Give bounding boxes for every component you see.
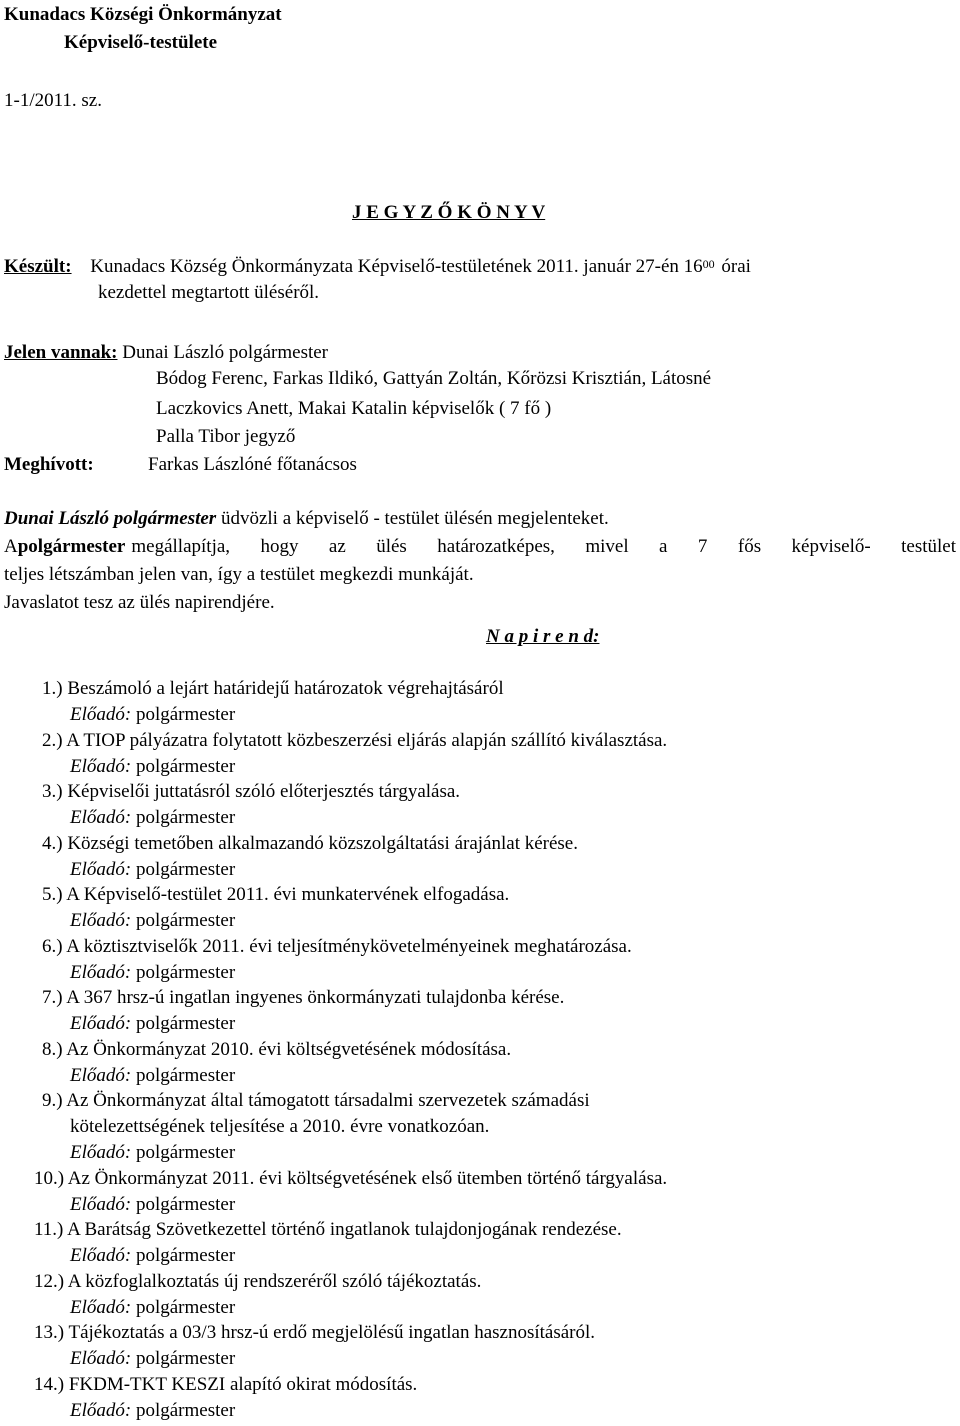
- agenda-item-presenter: [70, 857, 235, 883]
- keszult-text: Kunadacs Község Önkormányzata Képviselő-testületének 2011. január 27-én 16: [90, 256, 703, 277]
- presenter-name: polgármester: [135, 910, 236, 931]
- agenda-item-text: Községi temetőben alkalmazandó közszolgáltatási árajánlat kérése.: [67, 832, 578, 854]
- presenter-label: Előadó:: [70, 910, 136, 931]
- agenda-item-number: 5.): [42, 884, 67, 905]
- reference-number: 1-1/2011. sz.: [4, 90, 102, 111]
- agenda-item-number: 12.): [34, 1270, 68, 1292]
- agenda-item-presenter: [70, 702, 235, 728]
- agenda-item-number: 11.): [34, 1219, 68, 1240]
- opening-greeting: üdvözli a képviselő - testület ülésén megjelenteket.: [220, 508, 609, 529]
- presenter-label: Előadó:: [70, 704, 136, 725]
- agenda-item-text: Képviselői juttatásról szóló előterjesztés tárgyalása.: [67, 781, 461, 802]
- agenda-item-presenter: [70, 908, 235, 934]
- agenda-title: N a p i r e n d:: [486, 626, 600, 647]
- presenter-label: Előadó:: [70, 858, 136, 880]
- agenda-item: [42, 1088, 590, 1114]
- presenter-name: polgármester: [135, 1064, 236, 1086]
- agenda-item: [42, 882, 509, 908]
- agenda-item-number: 2.): [42, 729, 67, 751]
- agenda-item-number: 13.): [34, 1322, 69, 1343]
- agenda-item-number: 10.): [34, 1167, 68, 1189]
- agenda-item-number: 1.): [42, 678, 68, 699]
- agenda-item-text-continued: kötelezettségének teljesítése a 2010. évre vonatkozóan.: [70, 1116, 490, 1137]
- invited-person: Farkas Lászlóné főtanácsos: [148, 454, 357, 475]
- presenter-name: polgármester: [135, 1245, 236, 1266]
- presenter-name: polgármester: [135, 1348, 236, 1369]
- quorum-line: [4, 534, 956, 560]
- agenda-item: [42, 676, 504, 702]
- agenda-item: [42, 934, 632, 960]
- quorum-text: megállapítja, hogy az ülés határozatképes, mivel a 7 fős képviselő- testület: [131, 536, 956, 557]
- organization-body: Képviselő-testülete: [64, 32, 218, 53]
- quorum-line2: teljes létszámban jelen van, így a testület megkezdi munkáját.: [4, 564, 474, 585]
- presenter-label: Előadó:: [70, 1348, 136, 1369]
- presenter-label: Előadó:: [70, 961, 136, 983]
- agenda-item: [34, 1320, 595, 1346]
- keszult-line: [4, 254, 751, 280]
- agenda-item: [34, 1372, 417, 1398]
- attendance-members-line2: Laczkovics Anett, Makai Katalin képviselők ( 7 fő ): [156, 398, 552, 419]
- agenda-item-number: 14.): [34, 1373, 69, 1395]
- attendance-notary: Palla Tibor jegyző: [156, 426, 296, 447]
- presenter-label: Előadó:: [70, 1245, 136, 1266]
- agenda-item-presenter: [70, 1346, 235, 1372]
- agenda-item-number: 3.): [42, 781, 68, 802]
- agenda-item: [42, 779, 460, 805]
- agenda-item-number: 7.): [42, 987, 67, 1008]
- agenda-item-text: A Képviselő-testület 2011. évi munkatervének elfogadása.: [66, 884, 510, 905]
- attendance-mayor: Dunai László polgármester: [122, 342, 329, 363]
- agenda-item-text: A TIOP pályázatra folytatott közbeszerzési eljárás alapján szállító kiválasztása.: [66, 729, 668, 751]
- agenda-item-text: A 367 hrsz-ú ingatlan ingyenes önkormányzati tulajdonba kérése.: [66, 987, 565, 1008]
- presenter-label: Előadó:: [70, 1064, 136, 1086]
- agenda-item-presenter: [70, 1192, 235, 1218]
- organization-name: Kunadacs Községi Önkormányzat: [4, 4, 282, 25]
- agenda-item-text: FKDM-TKT KESZI alapító okirat módosítás.: [68, 1373, 418, 1395]
- opening-speaker: Dunai László polgármester: [4, 508, 217, 529]
- agenda-item-text: Az Önkormányzat 2011. évi költségvetésének első ütemben történő tárgyalása.: [67, 1167, 668, 1189]
- agenda-item-presenter: [70, 1398, 235, 1424]
- agenda-item-presenter: [70, 960, 235, 986]
- presenter-name: polgármester: [135, 961, 236, 983]
- presenter-label: Előadó:: [70, 755, 136, 777]
- agenda-item-number: 8.): [42, 1038, 67, 1060]
- agenda-item-number: 6.): [42, 935, 67, 957]
- agenda-item-text: Tájékoztatás a 03/3 hrsz-ú erdő megjelölésű ingatlan hasznosításáról.: [68, 1322, 596, 1343]
- agenda-item: [42, 985, 564, 1011]
- presenter-label: Előadó:: [70, 1296, 136, 1318]
- agenda-item: [42, 1037, 511, 1063]
- presenter-name: polgármester: [135, 704, 236, 725]
- keszult-time-sup: 00: [702, 257, 715, 271]
- presenter-label: Előadó:: [70, 807, 136, 828]
- agenda-item-text: Beszámoló a lejárt határidejű határozatok végrehajtásáról: [67, 678, 504, 699]
- agenda-item: [42, 831, 578, 857]
- agenda-item: [34, 1269, 481, 1295]
- agenda-item-presenter: [70, 1295, 235, 1321]
- agenda-proposal: Javaslatot tesz az ülés napirendjére.: [4, 592, 275, 613]
- presenter-name: polgármester: [135, 1296, 236, 1318]
- agenda-item-text: A köztisztviselők 2011. évi teljesítménykövetelményeinek meghatározása.: [66, 935, 632, 957]
- agenda-item: [34, 1217, 622, 1243]
- agenda-item-presenter: [70, 1140, 235, 1166]
- quorum-mayor: polgármester: [17, 536, 126, 557]
- document-title: J E G Y Z Ő K Ö N Y V: [352, 202, 546, 223]
- presenter-name: polgármester: [135, 858, 236, 880]
- presenter-label: Előadó:: [70, 1399, 136, 1421]
- presenter-name: polgármester: [135, 1193, 236, 1215]
- agenda-item: [42, 728, 667, 754]
- presenter-label: Előadó:: [70, 1142, 136, 1163]
- agenda-item-presenter: [70, 1063, 235, 1089]
- presenter-name: polgármester: [135, 755, 236, 777]
- presenter-name: polgármester: [135, 807, 236, 828]
- attendance-line: [4, 340, 328, 366]
- invited-label: Meghívott:: [4, 454, 94, 475]
- agenda-item-text: A Barátság Szövetkezettel történő ingatlanok tulajdonjogának rendezése.: [67, 1219, 622, 1240]
- agenda-item-presenter: [70, 754, 235, 780]
- presenter-name: polgármester: [135, 1142, 236, 1163]
- keszult-text-end: órai: [721, 256, 751, 277]
- quorum-a: A: [4, 536, 18, 557]
- agenda-item-text: Az Önkormányzat által támogatott társadalmi szervezetek számadási: [66, 1090, 590, 1111]
- keszult-line2: kezdettel megtartott üléséről.: [98, 282, 320, 303]
- agenda-item-presenter: [70, 1011, 235, 1037]
- agenda-item-number: 4.): [42, 832, 68, 854]
- agenda-item-presenter: [70, 805, 235, 831]
- attendance-members-line1: Bódog Ferenc, Farkas Ildikó, Gattyán Zoltán, Kőrözsi Krisztián, Látosné: [156, 368, 712, 389]
- agenda-item-text: Az Önkormányzat 2010. évi költségvetésének módosítása.: [66, 1038, 512, 1060]
- presenter-name: polgármester: [135, 1399, 236, 1421]
- presenter-label: Előadó:: [70, 1013, 136, 1034]
- agenda-item-presenter: [70, 1243, 235, 1269]
- keszult-label: Készült:: [4, 256, 72, 277]
- attendance-label: Jelen vannak:: [4, 342, 118, 363]
- agenda-item: [34, 1166, 667, 1192]
- presenter-name: polgármester: [135, 1013, 236, 1034]
- presenter-label: Előadó:: [70, 1193, 136, 1215]
- agenda-item-number: 9.): [42, 1090, 67, 1111]
- opening-line: [4, 506, 609, 532]
- agenda-item-text: A közfoglalkoztatás új rendszeréről szóló tájékoztatás.: [67, 1270, 482, 1292]
